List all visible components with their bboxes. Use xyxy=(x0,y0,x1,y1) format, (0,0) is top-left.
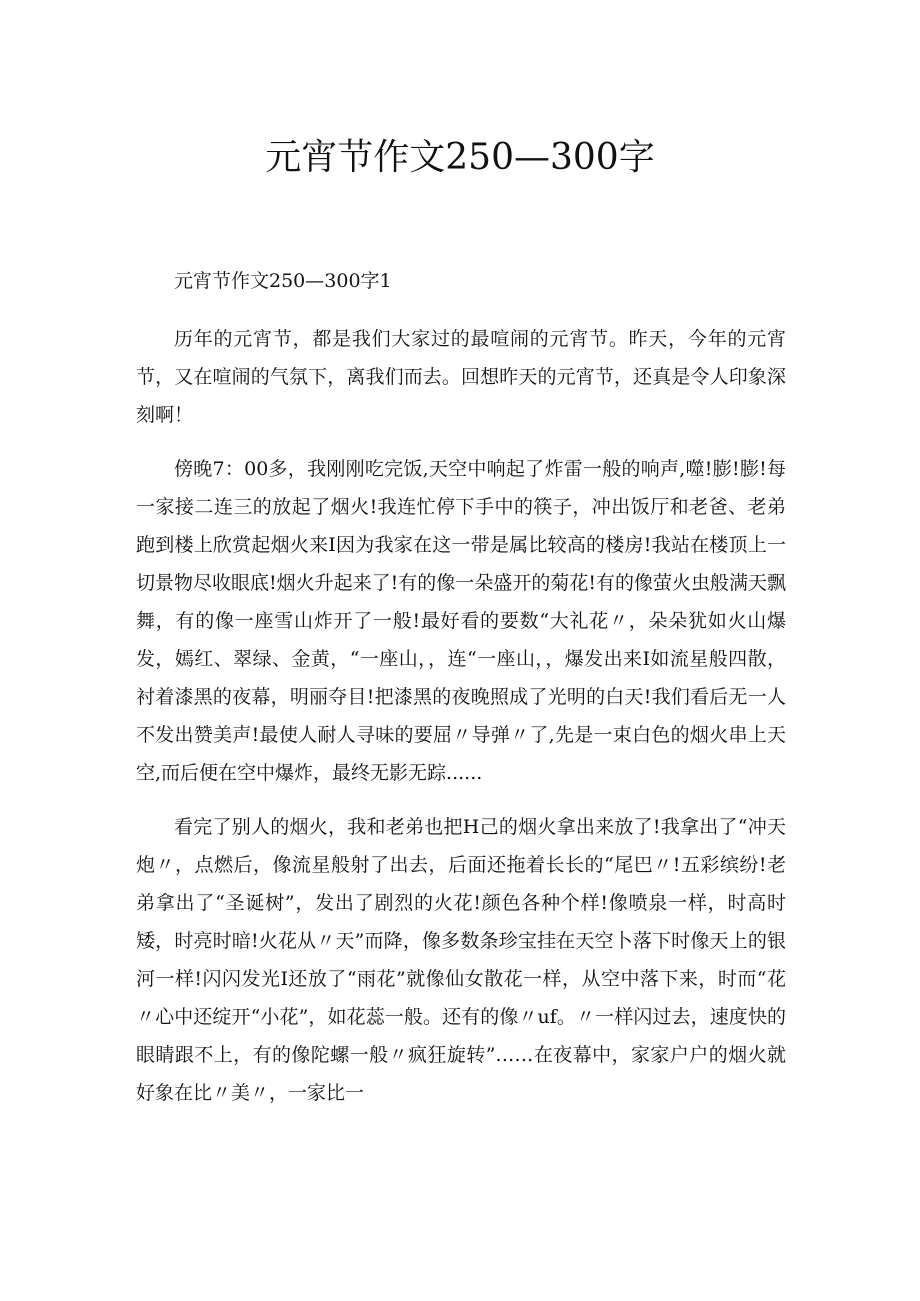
document-body xyxy=(136,262,786,1128)
document-title: 元宵节作文250—300字 xyxy=(265,137,655,178)
paragraph-3: 看完了别人的烟火，我和老弟也把H己的烟火拿出来放了!我拿出了“冲天炮〃，点燃后，像流星般射了出去，后面还拖着长长的“尾巴〃!五彩缤纷!老弟拿出了“圣诞树”，发出了剧烈的火花!颜色各种个样!像喷泉一样，时高时矮，时亮时暗!火花从〃天”而降，像多数条珍宝挂在天空卜落下时像天上的银河一样!闪闪发光I还放了“雨花”就像仙女散花一样，从空中落下来，时而“花〃心中还绽开“小花”，如花蕊一般。还有的像〃uf。〃一样闪过去，速度快的眼睛跟不上，有的像陀螺一般〃疯狂旋转”……在夜幕中，家家户户的烟火就好象在比〃美〃，一家比一 xyxy=(136,816,786,1104)
section-subheading: 元宵节作文250—300字1 xyxy=(174,270,392,292)
paragraph-2: 傍晚7：00多，我刚刚吃完饭,天空中响起了炸雷一般的响声,噬!膨!膨!每一家接二连三的放起了烟火!我连忙停下手中的筷子，冲出饭厅和老爸、老弟跑到楼上欣赏起烟火来I因为我家在这一带是属比较高的楼房!我站在楼顶上一切景物尽收眼底!烟火升起来了!有的像一朵盛开的菊花!有的像萤火虫般满天飘舞，有的像一座雪山炸开了一般!最好看的要数“大礼花〃，朵朵犹如火山爆发，嫣红、翠绿、金黄，“一座山，，连“一座山，，爆发出来I如流星般四散，衬着漆黑的夜幕，明丽夺目!把漆黑的夜晚照成了光明的白天!我们看后无一人不发出赞美声!最使人耐人寻味的要屈〃导弹〃了,先是一束白色的烟火串上天空,而后便在空中爆炸，最终无影无踪...... xyxy=(136,458,786,784)
paragraph-1: 历年的元宵节，都是我们大家过的最喧闹的元宵节。昨天，今年的元宵节，又在喧闹的气氛下，离我们而去。回想昨天的元宵节，还真是令人印象深刻啊！ xyxy=(136,328,786,426)
